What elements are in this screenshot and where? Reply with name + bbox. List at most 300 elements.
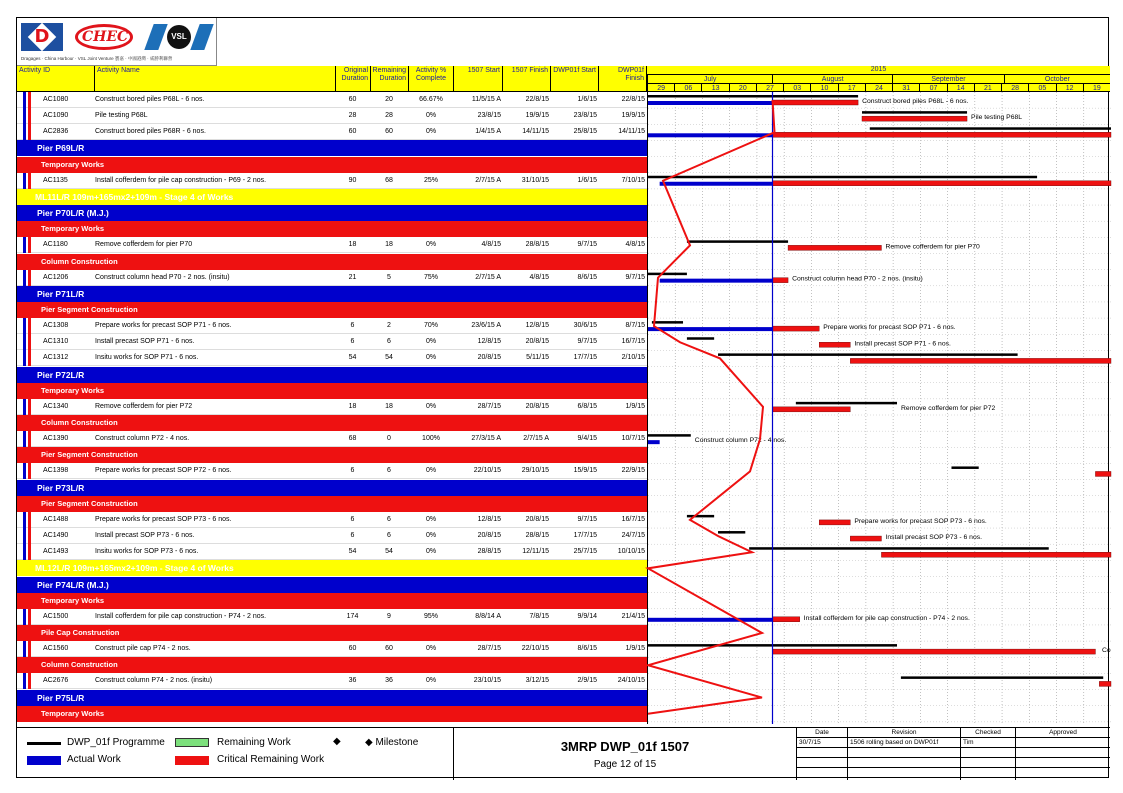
wbs-band-red[interactable] [17,302,647,318]
bar-label: Construct bored piles P68L - 6 nos. [862,98,969,105]
remaining-duration: 28 [385,112,393,120]
original-duration: 60 [348,645,357,653]
col-activity-pct[interactable]: Activity % Complete [409,66,454,92]
activity-id: AC1560 [43,645,69,653]
wbs-band-red[interactable] [17,496,647,512]
original-duration: 18 [348,241,357,249]
rev-checked: Tim [963,739,974,746]
wbs-band-blue[interactable] [17,367,647,383]
activity-row[interactable] [17,673,647,689]
wbs-band-label: Temporary Works [41,708,105,718]
remaining-duration: 60 [385,128,393,136]
wbs-level-marker [23,237,26,253]
wbs-level-marker [28,641,31,657]
activity-row[interactable] [17,544,647,560]
wbs-band-label: Pier Segment Construction [41,304,138,314]
programme-bar [687,515,714,518]
rev-header-date: Date [815,729,829,736]
activity-row[interactable] [17,173,647,189]
timeline-week: 21 [974,83,1001,92]
timeline-week: 07 [919,83,946,92]
timeline-week: 31 [892,83,919,92]
programme-bar [901,676,1103,679]
activity-row[interactable] [17,237,647,253]
bar-label: Prepare works for precast SOP P71 - 6 nos. [823,324,956,332]
wbs-band-label: Pier Segment Construction [41,498,138,508]
original-duration: 6 [350,322,355,330]
bar-label: Co [1102,647,1111,655]
bar-label: Pile testing P68L [971,114,1023,122]
activity-name: Insitu works for SOP P73 - 6 nos. [95,548,199,556]
remaining-duration: 2 [387,322,391,330]
remaining-duration: 18 [385,402,393,410]
activity-pct: 0% [425,128,437,136]
wbs-level-marker [28,544,31,560]
activity-id: AC1312 [43,354,69,362]
activity-row[interactable] [17,318,647,334]
chec-logo: CHEC [75,24,133,50]
wbs-band-red[interactable] [17,415,647,431]
original-duration: 54 [348,354,357,362]
dwp-start: 8/6/15 [577,645,597,653]
programme-bar [718,353,1018,356]
wbs-level-marker [28,528,31,544]
critical-bar [773,407,851,412]
col-dwp-finish[interactable]: DWP01f Finish [599,66,647,92]
rev-header-approved: Approved [1049,729,1077,736]
dwp-finish: 22/9/15 [621,467,645,475]
start-1507: 28/7/15 [477,402,501,410]
programme-swatch [27,742,61,745]
dwp-start: 9/4/15 [577,435,597,443]
programme-bar [749,547,1049,550]
original-duration: 68 [348,435,357,443]
wbs-band-blue[interactable] [17,690,647,706]
remaining-duration: 20 [385,96,393,103]
timeline-month: September [892,74,1004,83]
remaining-duration: 36 [385,677,393,685]
activity-id: AC1340 [43,402,69,410]
dwp-finish: 19/9/15 [621,112,645,120]
activity-id: AC1206 [43,273,69,281]
wbs-level-marker [28,399,31,415]
timeline-month: August [772,74,892,83]
activity-pct: 70% [423,322,438,330]
wbs-band-label: Pier P71L/R [37,288,85,299]
activity-id: AC1135 [43,176,68,184]
logo-caption: Dragages · China Harbour · VSL Joint Venture 寶嘉 · 中國港灣 · 威勝利聯營 [21,56,173,61]
actual-bar [648,327,773,331]
original-duration: 60 [348,96,357,103]
legend-footer [17,727,1110,779]
wbs-level-marker [28,334,31,350]
activity-pct: 0% [425,112,437,120]
remaining-duration: 6 [387,467,391,475]
dwp-finish: 24/7/15 [621,532,645,540]
wbs-band-label: Pier P74L/R (M.J.) [37,579,109,590]
finish-1507: 4/8/15 [529,273,549,281]
start-1507: 28/7/15 [477,645,501,653]
col-remaining-duration[interactable]: Remaining Duration [371,66,409,92]
original-duration: 28 [348,112,357,120]
activity-row[interactable] [17,108,647,124]
wbs-level-marker [23,431,26,447]
finish-1507: 29/10/15 [521,467,549,475]
finish-1507: 20/8/15 [525,402,549,410]
dwp-start: 17/7/15 [573,532,597,540]
dwp-finish: 2/10/15 [621,354,645,362]
wbs-band-blue[interactable] [17,140,647,156]
critical-bar [773,132,1111,137]
milestone-icon: ◆ [333,736,341,747]
wbs-band-blue[interactable] [17,480,647,496]
timeline-week: 12 [1056,83,1083,92]
start-1507: 8/8/14 A [475,612,501,620]
activity-name: Construct bored piles P68L - 6 nos. [95,96,205,103]
timeline-month: October [1004,74,1110,83]
bar-label: Install precast SOP P73 - 6 nos. [885,534,983,542]
column-header-row [17,66,1110,92]
programme-bar [718,531,745,534]
activity-id: AC1490 [43,532,69,540]
remaining-duration: 6 [387,515,391,523]
wbs-level-marker [23,463,26,479]
legend-milestone: ◆ Milestone [365,737,419,748]
activity-name: Prepare works for precast SOP P71 - 6 nos. [95,322,232,330]
remaining-duration: 54 [385,354,393,362]
wbs-level-marker [28,124,31,140]
actual-bar [648,440,660,444]
activity-row[interactable] [17,92,647,108]
activity-row[interactable] [17,512,647,528]
dwp-finish: 10/10/15 [617,548,645,556]
start-1507: 23/8/15 [477,112,501,120]
wbs-level-marker [28,431,31,447]
original-duration: 174 [346,612,359,620]
timeline-week: 29 [647,83,674,92]
critical-bar [773,100,859,105]
activity-pct: 25% [423,176,438,184]
document-title: 3MRP DWP_01f 1507 [560,739,690,754]
finish-1507: 14/11/15 [522,128,549,136]
col-dwp-start[interactable]: DWP01f Start [551,66,599,92]
programme-bar [796,402,897,405]
col-1507-finish[interactable]: 1507 Finish [503,66,551,92]
wbs-level-marker [23,641,26,657]
activity-name: Install cofferdem for pile cap construction - P69 - 2 nos. [95,176,267,184]
programme-bar [951,466,978,469]
activity-name: Insitu works for SOP P71 - 6 nos. [95,354,199,362]
critical-bar [1095,471,1111,476]
activity-id: AC1180 [43,241,68,249]
timeline-week: 28 [1001,83,1028,92]
actual-bar [660,279,773,283]
dwp-start: 1/6/15 [577,176,597,184]
col-1507-start[interactable]: 1507 Start [454,66,503,92]
dwp-finish: 1/9/15 [625,645,645,653]
activity-id: AC1080 [43,96,69,103]
dwp-finish: 22/8/15 [621,96,645,103]
rev-header-checked: Checked [975,729,1001,736]
original-duration: 6 [350,338,355,346]
bar-label: Remove cofferdem for pier P70 [885,243,980,251]
activity-row[interactable] [17,463,647,479]
legend-critical: Critical Remaining Work [217,754,325,765]
wbs-level-marker [23,173,26,189]
wbs-band-label: Temporary Works [41,385,105,395]
start-1507: 22/10/15 [473,467,501,475]
activity-id: AC1493 [43,548,69,556]
timeline-week: 13 [701,83,728,92]
wbs-band-red[interactable] [17,254,647,270]
activity-row[interactable] [17,641,647,657]
dragages-logo: D [21,23,63,51]
critical-bar [788,245,881,250]
activity-pct: 0% [425,677,437,685]
wbs-band-red[interactable] [17,593,647,609]
critical-bar [819,520,850,525]
dwp-start: 9/7/15 [577,241,597,249]
actual-bar [648,101,773,105]
activity-row[interactable] [17,399,647,415]
dwp-finish: 21/4/15 [621,612,645,620]
wbs-band-label: Pier P75L/R [37,692,85,703]
activity-row[interactable] [17,350,647,366]
rev-date: 30/7/15 [799,739,821,746]
finish-1507: 31/10/15 [521,176,549,184]
dwp-finish: 1/9/15 [625,402,645,410]
activity-id: AC1090 [43,112,69,120]
wbs-level-marker [23,399,26,415]
activity-pct: 0% [425,241,437,249]
wbs-band-label: Pier Segment Construction [41,450,138,460]
finish-1507: 5/11/15 [526,354,549,362]
wbs-band-blue[interactable] [17,286,647,302]
legend-remaining: Remaining Work [217,737,291,748]
col-activity-id[interactable]: Activity ID [17,66,95,92]
activity-name: Install precast SOP P71 - 6 nos. [95,338,195,346]
original-duration: 6 [350,467,355,475]
col-original-duration[interactable]: Original Duration [336,66,371,92]
activity-row[interactable] [17,431,647,447]
wbs-level-marker [28,463,31,479]
wbs-band-label: Pier P69L/R [37,143,85,154]
timeline-month: July [647,74,772,83]
dwp-finish: 7/10/15 [621,176,645,184]
actual-bar [648,618,773,622]
remaining-duration: 0 [387,435,391,443]
timeline-week: 17 [838,83,865,92]
dwp-start: 9/7/15 [577,338,597,346]
wbs-level-marker [28,318,31,334]
wbs-level-marker [28,173,31,189]
finish-1507: 22/8/15 [525,96,549,103]
critical-bar [773,181,1111,186]
dwp-start: 9/9/14 [577,612,597,620]
critical-bar [881,552,1111,557]
dwp-finish: 24/10/15 [617,677,645,685]
timeline-week: 27 [756,83,783,92]
start-1507: 2/7/15 A [475,273,501,281]
remaining-duration: 68 [385,176,393,184]
activity-name: Remove cofferdem for pier P70 [95,241,193,249]
activity-id: AC1488 [43,515,69,523]
wbs-band-blue[interactable] [17,577,647,593]
activity-row[interactable] [17,124,647,140]
critical-bar [1099,681,1111,686]
finish-1507: 19/9/15 [525,112,549,120]
activity-row[interactable] [17,334,647,350]
bar-label: Construct column head P70 - 2 nos. (insitu) [792,275,923,283]
timeline-week: 06 [674,83,701,92]
activity-name: Prepare works for precast SOP P73 - 6 nos. [95,515,232,523]
timeline-week: 24 [865,83,892,92]
original-duration: 18 [348,402,357,410]
dwp-start: 23/8/15 [573,112,597,120]
dwp-start: 9/7/15 [577,515,597,523]
activity-row[interactable] [17,609,647,625]
actual-bar [648,133,773,137]
original-duration: 36 [348,677,357,685]
timeline-week: 10 [810,83,837,92]
programme-bar [652,321,683,324]
activity-id: AC2836 [43,128,69,136]
activity-name: Pile testing P68L [95,112,148,120]
wbs-band-label: Pier P73L/R [37,482,85,493]
dwp-finish: 4/8/15 [625,241,645,249]
wbs-band-label: ML12L/R 109m+165mx2+109m - Stage 4 of Works [35,563,234,574]
wbs-band-yellow[interactable] [17,560,647,576]
wbs-level-marker [28,609,31,625]
wbs-level-marker [23,673,26,689]
wbs-level-marker [23,270,26,286]
timeline-header [647,66,1110,92]
activity-name: Construct column P74 - 2 nos. (insitu) [95,677,213,685]
critical-bar [773,278,789,283]
activity-row[interactable] [17,270,647,286]
finish-1507: 3/12/15 [525,677,549,685]
activity-pct: 0% [425,645,437,653]
wbs-band-red[interactable] [17,447,647,463]
revision-table [797,728,1110,780]
original-duration: 6 [350,515,355,523]
critical-bar [850,358,1111,363]
programme-bar [648,434,691,437]
programme-bar [687,337,714,340]
wbs-level-marker [28,237,31,253]
critical-bar [850,536,881,541]
wbs-band-label: Temporary Works [41,595,105,605]
wbs-level-marker [28,108,31,124]
activity-name: Install cofferdem for pile cap construction - P74 - 2 nos. [95,612,267,620]
activity-name: Prepare works for precast SOP P72 - 6 nos. [95,467,232,475]
wbs-band-red[interactable] [17,383,647,399]
wbs-band-red[interactable] [17,625,647,641]
rev-header-revision: Revision [891,729,917,736]
remaining-duration: 18 [385,241,393,249]
remaining-duration: 5 [387,273,391,281]
wbs-band-label: Temporary Works [41,159,105,169]
wbs-band-label: Pier P70L/R (M.J.) [37,208,109,219]
schedule-sheet [16,17,1109,778]
finish-1507: 28/8/15 [525,532,549,540]
wbs-level-marker [28,270,31,286]
wbs-level-marker [23,544,26,560]
wbs-band-blue[interactable] [17,205,647,221]
bar-label: Remove cofferdem for pier P72 [901,404,996,412]
remaining-duration: 6 [387,338,391,346]
critical-bar [773,649,1096,654]
dwp-finish: 10/7/15 [621,435,645,443]
wbs-level-marker [28,673,31,689]
col-activity-name[interactable]: Activity Name [95,66,336,92]
finish-1507: 20/8/15 [525,515,549,523]
activity-name: Construct bored piles P68R - 6 nos. [95,128,206,136]
activity-row[interactable] [17,528,647,544]
activity-pct: 0% [425,548,437,556]
timeline-week: 20 [729,83,756,92]
critical-bar [862,116,967,121]
activity-pct: 0% [425,354,437,362]
start-1507: 23/6/15 A [471,322,501,330]
wbs-band-red[interactable] [17,706,647,722]
dwp-finish: 8/7/15 [625,322,645,330]
remaining-duration: 6 [387,532,391,540]
finish-1507: 20/8/15 [525,338,549,346]
activity-id: AC1310 [43,338,69,346]
wbs-level-marker [28,512,31,528]
wbs-band-label: Temporary Works [41,224,105,234]
actual-bar [660,182,773,186]
wbs-level-marker [28,350,31,366]
wbs-band-red[interactable] [17,657,647,673]
start-1507: 2/7/15 A [475,176,501,184]
wbs-level-marker [23,512,26,528]
dwp-start: 15/9/15 [573,467,597,475]
wbs-band-red[interactable] [17,157,647,173]
wbs-band-red[interactable] [17,221,647,237]
dwp-finish: 16/7/15 [621,338,645,346]
dwp-finish: 16/7/15 [621,515,645,523]
activity-id: AC1398 [43,467,69,475]
finish-1507: 12/11/15 [522,548,549,556]
original-duration: 60 [348,128,357,136]
start-1507: 28/8/15 [477,548,501,556]
activity-pct: 0% [425,402,437,410]
start-1507: 20/8/15 [477,532,501,540]
remaining-duration: 9 [387,612,391,620]
dwp-finish: 9/7/15 [625,273,645,281]
wbs-band-label: ML11L/R 109m+165mx2+109m - Stage 4 of Works [35,191,234,202]
finish-1507: 22/10/15 [521,645,549,653]
activity-name: Construct column head P70 - 2 nos. (insitu) [95,273,230,281]
wbs-band-label: Column Construction [41,660,118,670]
critical-bar [773,617,800,622]
wbs-level-marker [23,609,26,625]
activity-name: Install precast SOP P73 - 6 nos. [95,532,195,540]
timeline-week: 14 [947,83,974,92]
wbs-level-marker [23,334,26,350]
wbs-level-marker [23,108,26,124]
dwp-finish: 14/11/15 [618,128,645,136]
activity-pct: 95% [423,612,438,620]
critical-swatch [175,756,209,765]
original-duration: 6 [350,532,355,540]
remaining-swatch [175,738,209,747]
dwp-start: 17/7/15 [573,354,597,362]
wbs-level-marker [23,92,26,108]
wbs-band-yellow[interactable] [17,189,647,205]
